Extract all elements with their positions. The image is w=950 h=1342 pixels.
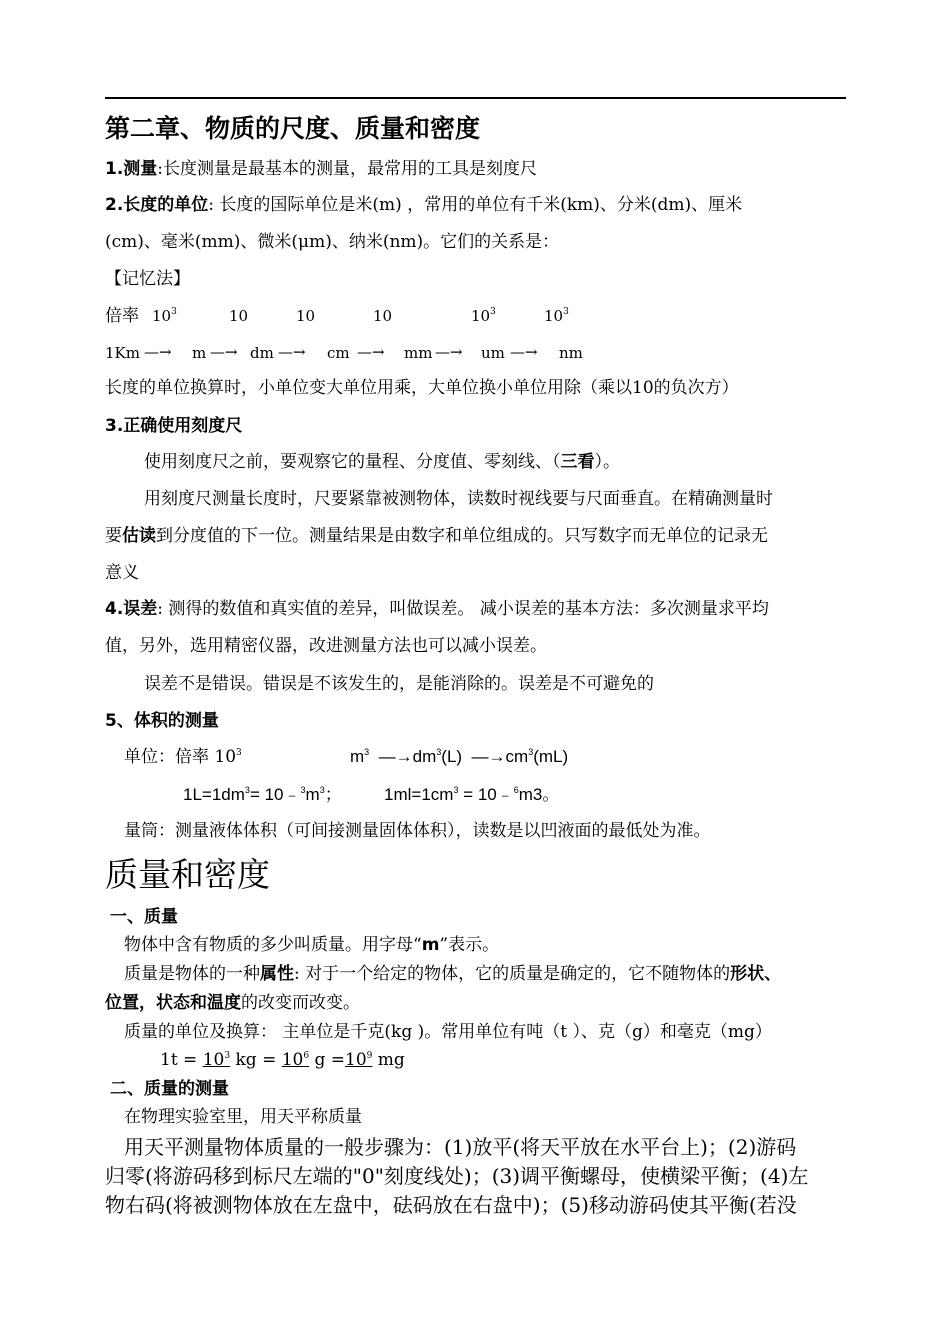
- section-4-label: 4.误差: [105, 599, 158, 619]
- top-rule: [105, 97, 846, 99]
- unit-m: m: [192, 344, 207, 362]
- section-3-p1: 使用刻度尺之前，要观察它的量程、分度值、零刻线、（三看）。: [144, 452, 620, 472]
- section-2-line2: (cm)、毫米(mm)、微米(μm)、纳米(nm)。它们的关系是：: [105, 232, 560, 252]
- unit-um: um: [481, 344, 505, 362]
- mass-density-title: 质量和密度: [105, 855, 270, 894]
- arrow-icon: —→: [510, 343, 538, 361]
- ratio-4: 10: [373, 307, 393, 325]
- arrow-icon: —→: [357, 343, 385, 361]
- volume-equation-1: $1L=1dm^3=$ $10﹣^3m^3$；: [183, 785, 342, 804]
- section-1: [105, 158, 537, 180]
- section-4-line2: 值，另外，选用精密仪器，改进测量方法也可以减小误差。: [105, 636, 547, 656]
- ratio-6: $10^3$: [544, 307, 569, 325]
- section-3-p2: 用刻度尺测量长度时，尺要紧靠被测物体，读数时视线要与尺面垂直。在精确测量时: [144, 489, 773, 509]
- section-1-label: 1.测量: [105, 159, 158, 179]
- mass-definition: 物体中含有物质的多少叫质量。用字母“m”表示。: [124, 935, 500, 955]
- mass-units: 质量的单位及换算： 主单位是千克(kg )。常用单位有吨（t ）、克（g）和毫克（mg）: [124, 1022, 772, 1042]
- section-4-line3: 误差不是错误。错误是不该发生的，是能消除的。误差是不可避免的: [144, 674, 654, 694]
- arrow-icon: —→: [210, 343, 238, 361]
- section-4-text: : 测得的数值和真实值的差异，叫做误差。 减小误差的基本方法：多次测量求平均: [157, 599, 769, 619]
- volume-unit-label: 单位：倍率 $10^3$: [124, 747, 242, 767]
- arrow-icon: —→: [435, 343, 463, 361]
- conversion-rule: 长度的单位换算时，小单位变大单位用乘，大单位换小单位用除（乘以10的负次方）: [105, 378, 739, 398]
- ratio-3: 10: [296, 307, 316, 325]
- memory-method: 【记忆法】: [105, 269, 190, 289]
- chapter-title: 第二章、物质的尺度、质量和密度: [105, 114, 481, 143]
- mass-conversion: $1t = 10^3$ kg = $10^6$ $g =10^9$ mg: [160, 1050, 405, 1070]
- mass-property-line1: 质量是物体的一种属性: 对于一个给定的物体，它的质量是确定的，它不随物体的形状、: [124, 964, 782, 984]
- volume-chain: $m^3$ $—\to dm^3(L)$ $—\to cm^3(mL)$: [350, 747, 569, 766]
- balance-steps-line1: 用天平测量物体质量的一般步骤为：(1)放平(将天平放在水平台上)；(2)游码: [124, 1135, 797, 1159]
- balance-steps-line3: 物右码(将被测物体放在左盘中，砝码放在右盘中)；(5)移动游码使其平衡(若没: [105, 1193, 797, 1217]
- section-5-label: 5、体积的测量: [105, 711, 219, 731]
- unit-mm: mm: [404, 344, 433, 362]
- section-4: [105, 598, 769, 620]
- unit-cm: cm: [327, 344, 350, 362]
- section-1-text: :长度测量是最基本的测量，最常用的工具是刻度尺: [157, 159, 538, 179]
- unit-nm: nm: [559, 344, 583, 362]
- section-3-p3: 要估读到分度值的下一位。测量结果是由数字和单位组成的。只写数字而无单位的记录无: [105, 526, 768, 546]
- unit-dm: dm: [250, 344, 274, 362]
- arrow-icon: —→: [278, 343, 306, 361]
- section-3-p4: 意义: [105, 563, 139, 583]
- ratio-5: $10^3$: [471, 307, 496, 325]
- section-2-text: : 长度的国际单位是米(m) ，常用的单位有千米(km)、分米(dm)、厘米: [208, 195, 743, 215]
- mass-property-line2: 位置，状态和温度的改变而改变。: [105, 993, 360, 1013]
- balance-steps-line2: 归零(将游码移到标尺左端的"0"刻度线处)；(3)调平衡螺母，使横梁平衡；(4)左: [105, 1164, 809, 1188]
- measuring-cylinder-note: 量筒：测量液体体积（可间接测量固体体积），读数是以凹液面的最低处为准。: [124, 821, 711, 841]
- section-2-label: 2.长度的单位: [105, 195, 209, 215]
- ratio-label: 倍率: [105, 306, 139, 326]
- volume-equation-2: $1ml=1cm^3$ = 10﹣$^6$m3。: [384, 785, 560, 804]
- arrow-icon: —→: [144, 343, 172, 361]
- section-3-label: 3.正确使用刻度尺: [105, 416, 243, 436]
- ratio-1: $10^3$: [152, 307, 177, 325]
- section-2: [105, 194, 742, 216]
- mass-section-2-label: 二、质量的测量: [110, 1079, 229, 1099]
- unit-km: 1Km: [105, 344, 140, 362]
- mass-section-1-label: 一、质量: [110, 907, 178, 927]
- balance-intro: 在物理实验室里，用天平称质量: [124, 1107, 362, 1127]
- ratio-2: 10: [229, 307, 249, 325]
